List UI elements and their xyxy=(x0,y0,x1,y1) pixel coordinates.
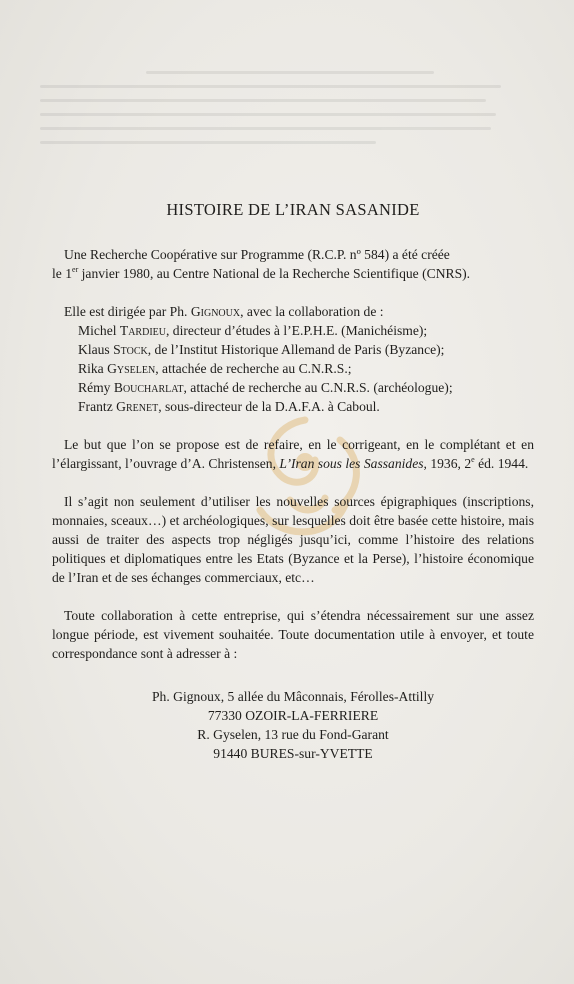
member-last-name: Gyselen xyxy=(107,361,156,376)
goal-edition-sup: e xyxy=(471,455,475,464)
member-role: , de l’Institut Historique Allemand de Paris (Byzance); xyxy=(147,342,445,357)
member-role: , attachée de recherche au C.N.R.S.; xyxy=(155,361,352,376)
direction-intro-post: , avec la collaboration de : xyxy=(240,304,384,319)
member-last-name: Grenet xyxy=(116,399,159,414)
list-item xyxy=(78,397,534,416)
list-item xyxy=(78,359,534,378)
show-through-text xyxy=(40,60,520,200)
document-body xyxy=(52,200,534,763)
address-line: Ph. Gignoux, 5 allée du Mâconnais, Férolles-Attilly xyxy=(151,689,435,704)
list-item xyxy=(78,340,534,359)
direction-paragraph xyxy=(52,302,534,416)
goal-edition-pre: , 1936, 2 xyxy=(423,456,472,471)
intro-date-sup: er xyxy=(72,265,79,274)
list-item xyxy=(78,321,534,340)
collab-text: Toute collaboration à cette entreprise, qui s’étendra nécessairement sur une assez longue période, est vivement souhaitée. Toute documentation utile à envoyer, et toute correspondance sont à adresser à : xyxy=(52,608,534,661)
member-first-name: Michel xyxy=(78,323,120,338)
member-first-name: Frantz xyxy=(78,399,117,414)
intro-date-post: janvier 1980, au Centre National de la Recherche Scientifique (CNRS). xyxy=(78,266,471,281)
collaborator-list xyxy=(52,321,534,416)
member-last-name: Stock xyxy=(113,342,148,357)
collab-paragraph xyxy=(52,606,534,663)
list-item xyxy=(78,378,534,397)
scope-paragraph xyxy=(52,492,534,587)
member-role: , attaché de recherche au C.N.R.S. (archéologue); xyxy=(183,380,453,395)
intro-paragraph xyxy=(52,245,534,283)
member-last-name: Boucharlat xyxy=(113,380,184,395)
director-name: Gignoux xyxy=(190,304,241,319)
goal-edition-post: éd. 1944. xyxy=(474,456,529,471)
goal-text-pre: Le but que l’on se propose est de refaire, en le corrigeant, en le complétant et en l’élargissant, l’ouvrage d’A. Christensen, xyxy=(52,437,534,471)
address-line: 91440 BURES-sur-YVETTE xyxy=(213,746,373,761)
direction-intro xyxy=(52,302,534,321)
contact-addresses xyxy=(52,687,534,763)
member-first-name: Rémy xyxy=(78,380,114,395)
goal-text xyxy=(52,435,534,473)
member-first-name: Rika xyxy=(78,361,108,376)
member-role: , directeur d’études à l’E.P.H.E. (Manichéisme); xyxy=(165,323,428,338)
address-line: 77330 OZOIR-LA-FERRIERE xyxy=(207,708,379,723)
direction-intro-pre: Elle est dirigée par Ph. xyxy=(64,304,191,319)
intro-line-1: Une Recherche Coopérative sur Programme (R.C.P. nº 584) a été créée xyxy=(64,247,450,262)
member-first-name: Klaus xyxy=(78,342,114,357)
member-role: , sous-directeur de la D.A.F.A. à Caboul. xyxy=(158,399,380,414)
intro-line-2 xyxy=(52,264,534,283)
scope-text: Il s’agit non seulement d’utiliser les nouvelles sources épigraphiques (inscriptions, monnaies, sceaux…) et archéologiques, sur lesquelles doit être basée cette histoire, mais aussi de traiter des aspects trop négligés jusqu’ici, comme l’histoire des relations politiques et diplomatiques entre les Etats (Byzance et la Perse), l’histoire économique de l’Iran et de ses échanges commerciaux, etc… xyxy=(52,494,534,585)
book-title: L’Iran sous les Sassanides xyxy=(279,456,424,471)
page-title: HISTOIRE DE L’IRAN SASANIDE xyxy=(166,200,420,219)
member-last-name: Tardieu xyxy=(119,323,166,338)
address-line: R. Gyselen, 13 rue du Fond-Garant xyxy=(197,727,389,742)
intro-date-pre: le 1 xyxy=(52,266,73,281)
goal-paragraph xyxy=(52,435,534,473)
